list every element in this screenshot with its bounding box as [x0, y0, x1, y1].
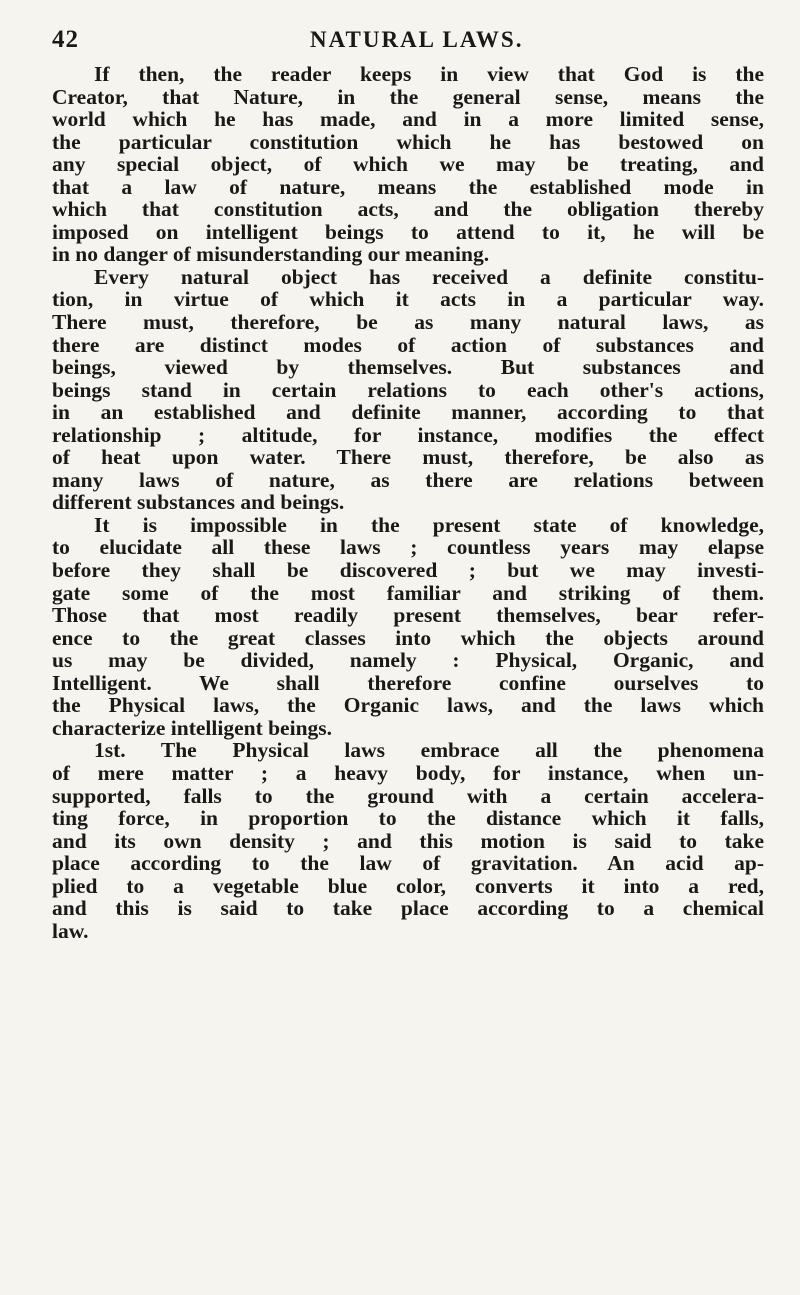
- body-text: [52, 63, 764, 942]
- text-line: 1st. The Physical laws embrace all the phenomena: [94, 738, 764, 763]
- page-number: 42: [52, 26, 79, 53]
- text-line: It is impossible in the present state of knowledge,: [94, 512, 764, 537]
- text-line: plied to a vegetable blue color, converts it into a red,: [52, 873, 764, 898]
- text-line: beings stand in certain relations to each other's actions,: [52, 377, 764, 402]
- text-line: world which he has made, and in a more limited sense,: [52, 107, 764, 132]
- text-line: in no danger of misunderstanding our meaning.: [52, 242, 490, 267]
- text-line: before they shall be discovered ; but we may investi-: [52, 558, 764, 583]
- text-line: in an established and definite manner, according to that: [52, 400, 764, 425]
- text-line: characterize intelligent beings.: [52, 715, 333, 740]
- text-line: that a law of nature, means the established mode in: [52, 174, 764, 199]
- text-line: tion, in virtue of which it acts in a particular way.: [52, 287, 764, 312]
- text-line: beings, viewed by themselves. But substances and: [52, 355, 764, 380]
- text-line: relationship ; altitude, for instance, modifies the effect: [52, 422, 764, 447]
- text-line: Every natural object has received a definite constitu-: [94, 264, 764, 289]
- text-line: Intelligent. We shall therefore confine ourselves to: [52, 670, 764, 695]
- text-line: and this is said to take place according to a chemical: [52, 896, 764, 921]
- text-line: ence to the great classes into which the objects around: [52, 625, 764, 650]
- text-line: Creator, that Nature, in the general sense, means the: [52, 84, 764, 109]
- text-line: which that constitution acts, and the obligation thereby: [52, 197, 764, 222]
- text-line: imposed on intelligent beings to attend to it, he will be: [52, 219, 764, 244]
- text-line: any special object, of which we may be treating, and: [52, 152, 764, 177]
- text-line: supported, falls to the ground with a certain accelera-: [52, 783, 764, 808]
- running-title: NATURAL LAWS.: [310, 27, 524, 52]
- text-line: different substances and beings.: [52, 490, 345, 515]
- text-line: of mere matter ; a heavy body, for instance, when un-: [52, 760, 764, 785]
- text-line: the Physical laws, the Organic laws, and the laws which: [52, 693, 764, 718]
- text-line: place according to the law of gravitation. An acid ap-: [52, 851, 764, 876]
- text-line: gate some of the most familiar and striking of them.: [52, 580, 764, 605]
- text-line: ting force, in proportion to the distance which it falls,: [52, 806, 764, 831]
- text-line: If then, the reader keeps in view that God is the: [94, 62, 764, 86]
- text-line: many laws of nature, as there are relations between: [52, 467, 764, 492]
- text-line: there are distinct modes of action of substances and: [52, 332, 764, 357]
- text-line: of heat upon water. There must, therefore, be also as: [52, 445, 764, 470]
- text-line: to elucidate all these laws ; countless years may elapse: [52, 535, 764, 560]
- text-line: law.: [52, 918, 89, 943]
- text-line: the particular constitution which he has bestowed on: [52, 129, 764, 154]
- text-line: and its own density ; and this motion is said to take: [52, 828, 764, 853]
- text-line: Those that most readily present themselves, bear refer-: [52, 603, 764, 628]
- text-line: There must, therefore, be as many natural laws, as: [52, 310, 764, 335]
- running-head: [52, 26, 764, 54]
- text-line: us may be divided, namely : Physical, Organic, and: [52, 648, 764, 673]
